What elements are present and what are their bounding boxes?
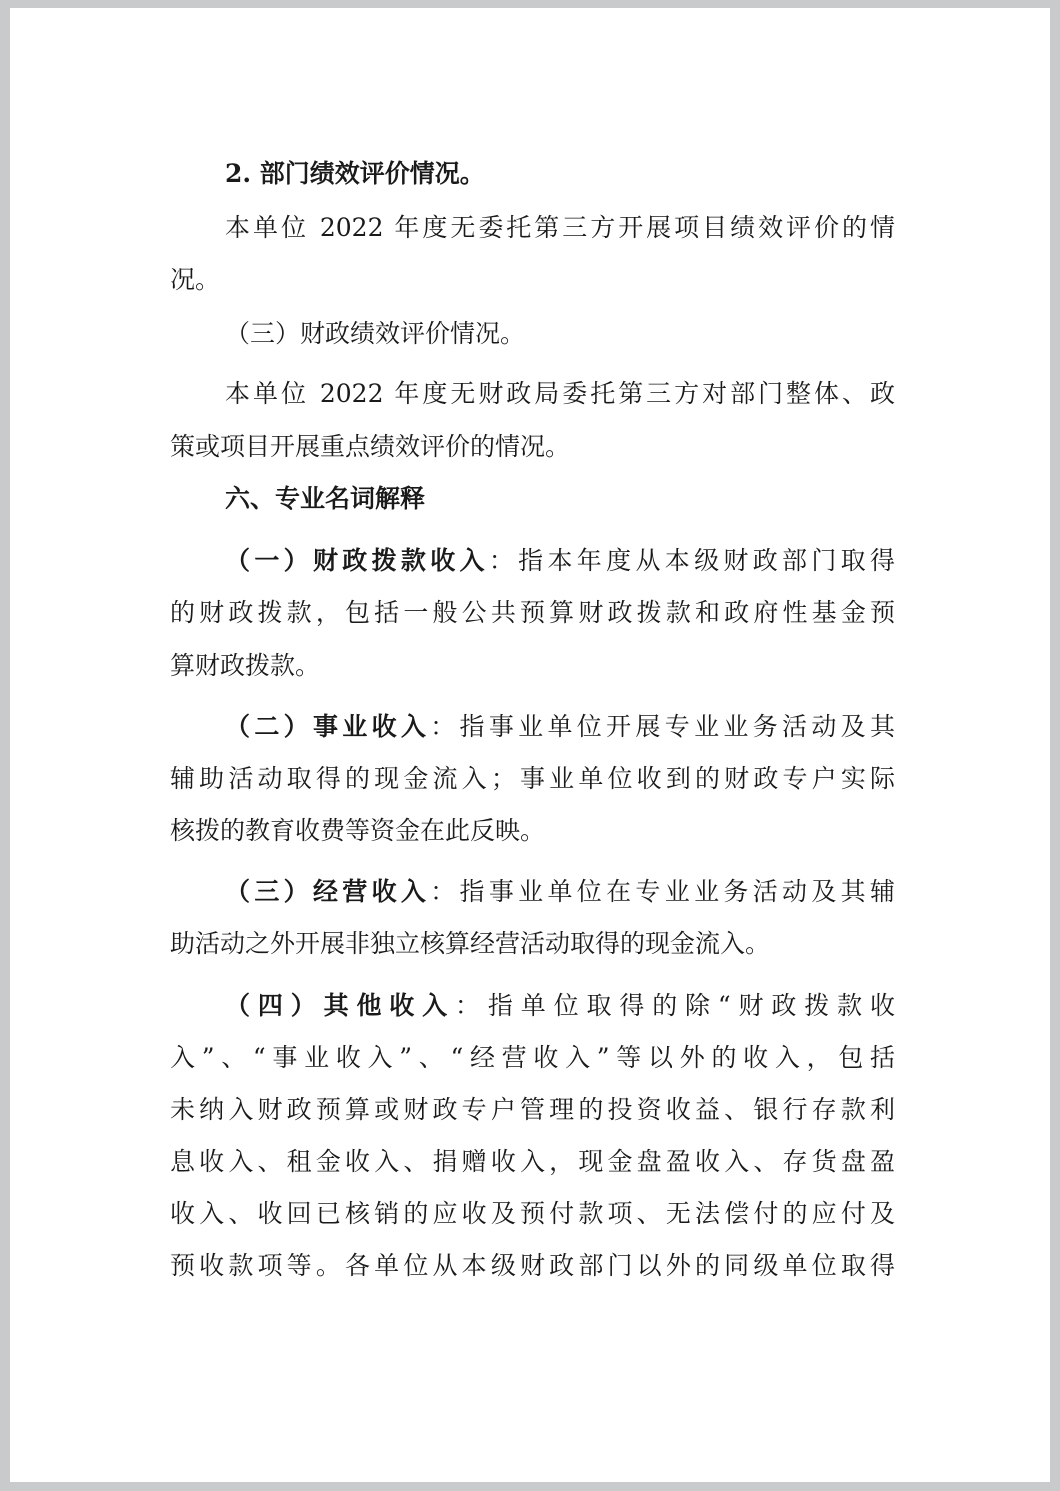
paragraph-line: 本单位 2022 年度无委托第三方开展项目绩效评价的情 [225,213,895,242]
paragraph-line: 况。 [170,265,221,294]
glossary-definition: ：指本年度从本级财政部门取得 [488,546,895,575]
glossary-term: （二）事业收入 [225,712,431,741]
glossary-term-line [170,872,895,912]
paragraph-line: 策或项目开展重点绩效评价的情况。 [170,432,571,461]
glossary-term-line [170,707,895,747]
glossary-definition: ：指事业单位在专业业务活动及其辅 [430,877,895,906]
glossary-term: （一）财政拨款收入 [225,546,489,575]
glossary-definition: ：指事业单位开展专业业务活动及其 [430,712,895,741]
paragraph-line: 核拨的教育收费等资金在此反映。 [170,816,546,845]
paragraph-line: 入”、“事业收入”、“经营收入”等以外的收入，包括 [170,1043,895,1072]
paragraph-line: 助活动之外开展非独立核算经营活动取得的现金流入。 [170,929,771,958]
paragraph-line: 未纳入财政预算或财政专户管理的投资收益、银行存款利 [170,1095,895,1124]
glossary-definition: ：指单位取得的除“财政拨款收 [455,991,895,1020]
section-heading-fiscal-evaluation: （三）财政绩效评价情况。 [225,319,526,348]
document-page [10,8,1050,1482]
paragraph-line: 算财政拨款。 [170,651,321,680]
glossary-term-line [170,541,895,581]
paragraph-line: 收入、收回已核销的应收及预付款项、无法偿付的应付及 [170,1199,895,1228]
glossary-term: （三）经营收入 [225,877,431,906]
glossary-term: （四）其他收入 [225,991,456,1020]
paragraph-line: 的财政拨款，包括一般公共预算财政拨款和政府性基金预 [170,598,895,627]
section-heading-glossary: 六、专业名词解释 [225,484,426,513]
paragraph-line: 辅助活动取得的现金流入；事业单位收到的财政专户实际 [170,764,895,793]
glossary-term-line [170,986,895,1026]
paragraph-line: 息收入、租金收入、捐赠收入，现金盘盈收入、存货盘盈 [170,1147,895,1176]
paragraph-line: 预收款项等。各单位从本级财政部门以外的同级单位取得 [170,1251,895,1280]
section-heading-performance-evaluation: 2. 部门绩效评价情况。 [225,159,485,188]
paragraph-line: 本单位 2022 年度无财政局委托第三方对部门整体、政 [225,379,895,408]
